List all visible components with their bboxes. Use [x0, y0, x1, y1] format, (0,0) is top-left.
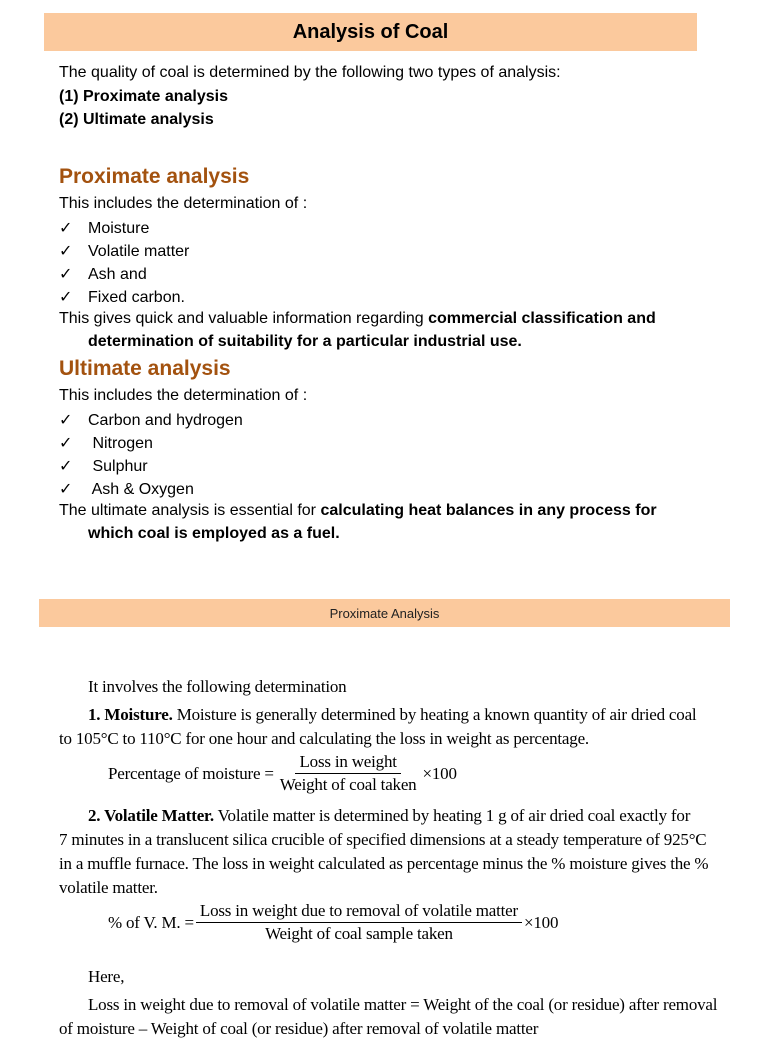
checkmark-icon: ✓ [59, 266, 73, 283]
vm-paragraph-cont: 7 minutes in a translucent silica crucible of specified dimensions at a steady temperature of 925°C [59, 830, 707, 849]
vm-paragraph: 2. Volatile Matter. Volatile matter is determined by heating 1 g of air dried coal exactly for [88, 806, 691, 825]
moisture-paragraph: 1. Moisture. Moisture is generally determined by heating a known quantity of air dried coal [88, 705, 697, 724]
vm-formula: % of V. M. = $\frac{\text{Loss in weight due to removal of volatile matter}}{\text{Weight of coal sample taken}}$ ×100 [108, 901, 559, 943]
intro-item-1: (1) Proximate analysis [59, 88, 228, 105]
checkmark-icon: ✓ [59, 412, 73, 429]
here-label: Here, [88, 967, 125, 986]
ultimate-summary-cont: which coal is employed as a fuel. [88, 525, 340, 542]
intro-text: The quality of coal is determined by the following two types of analysis: [59, 64, 561, 81]
ultimate-heading: Ultimate analysis [59, 357, 231, 380]
intro-item-2: (2) Ultimate analysis [59, 111, 214, 128]
vm-definition-cont: of moisture – Weight of coal (or residue) after removal of volatile matter [59, 1019, 539, 1038]
proximate-banner [39, 599, 730, 627]
book-intro: It involves the following determination [88, 677, 347, 696]
ultimate-summary: The ultimate analysis is essential for calculating heat balances in any process for [59, 502, 657, 519]
list-item: ✓ Fixed carbon. [59, 289, 185, 306]
checkmark-icon: ✓ [59, 243, 73, 260]
list-item: ✓ Sulphur [59, 458, 148, 475]
list-item: ✓ Ash and [59, 266, 147, 283]
checkmark-icon: ✓ [59, 435, 73, 452]
checkmark-icon: ✓ [59, 220, 73, 237]
vm-definition: Loss in weight due to removal of volatile matter = Weight of the coal (or residue) after removal [88, 995, 718, 1014]
list-item: ✓ Ash & Oxygen [59, 481, 194, 498]
banner-title: Proximate Analysis [329, 605, 440, 621]
moisture-formula: Percentage of moisture = $\frac{\text{Loss in weight}}{\text{Weight of coal taken}}$ ×100 [108, 752, 457, 794]
list-item: ✓ Moisture [59, 220, 150, 237]
checkmark-icon: ✓ [59, 458, 73, 475]
list-item: ✓ Nitrogen [59, 435, 153, 452]
page-title: Analysis of Coal [292, 20, 449, 43]
vm-paragraph-cont: in a muffle furnace. The loss in weight calculated as percentage minus the % moisture gives the % [59, 854, 709, 873]
list-item: ✓ Volatile matter [59, 243, 190, 260]
proximate-heading: Proximate analysis [59, 165, 250, 188]
proximate-lead: This includes the determination of : [59, 195, 308, 212]
proximate-summary: This gives quick and valuable information regarding commercial classification and [59, 310, 656, 327]
checkmark-icon: ✓ [59, 289, 73, 306]
moisture-paragraph-cont: to 105°C to 110°C for one hour and calculating the loss in weight as percentage. [59, 729, 589, 748]
vm-paragraph-cont: volatile matter. [59, 878, 158, 897]
ultimate-lead: This includes the determination of : [59, 387, 308, 404]
proximate-summary-cont: determination of suitability for a particular industrial use. [88, 333, 522, 350]
title-banner [44, 13, 697, 51]
list-item: ✓ Carbon and hydrogen [59, 412, 243, 429]
checkmark-icon: ✓ [59, 481, 73, 498]
